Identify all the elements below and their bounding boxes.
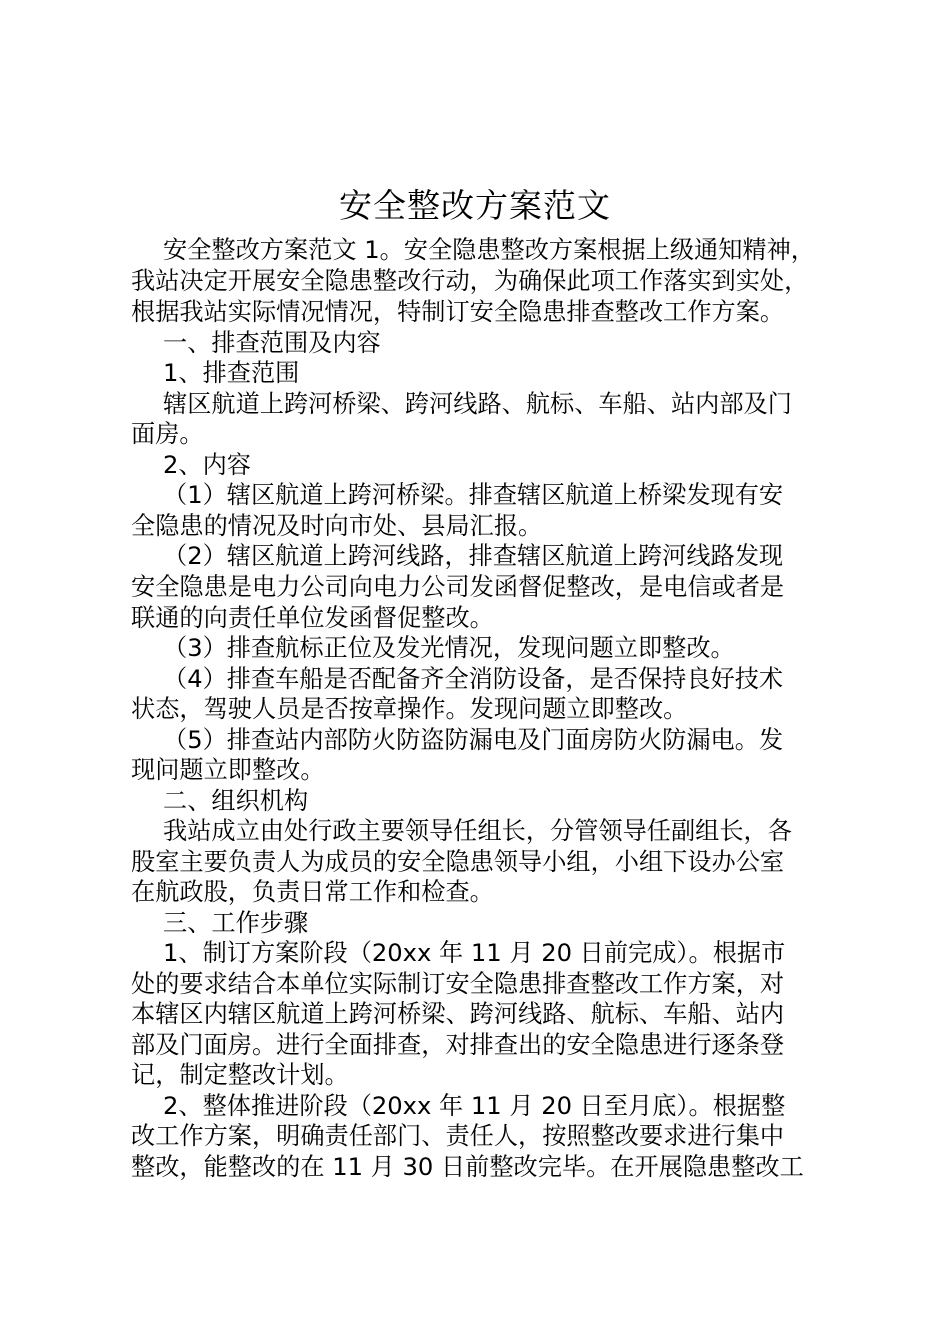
paragraph-line: 我站决定开展安全隐患整改行动，为确保此项工作落实到实处， — [131, 267, 809, 295]
list-item-line: 全隐患的情况及时向市处、县局汇报。 — [131, 512, 543, 540]
section-heading: 三、工作步骤 — [163, 909, 309, 937]
paragraph-line: 部及门面房。进行全面排查，对排查出的安全隐患进行逐条登 — [131, 1031, 785, 1059]
paragraph-line: 根据我站实际情况情况，特制订安全隐患排查整改工作方案。 — [131, 298, 785, 326]
list-item-line: 状态，驾驶人员是否按章操作。发现问题立即整改。 — [131, 695, 688, 723]
paragraph-line: 记，制定整改计划。 — [131, 1061, 349, 1089]
paragraph-line: 2、整体推进阶段（20xx 年 11 月 20 日至月底）。根据整 — [163, 1092, 786, 1120]
list-item-line: （3）排查航标正位及发光情况，发现问题立即整改。 — [163, 634, 735, 662]
paragraph-line: 安全整改方案范文 1。安全隐患整改方案根据上级通知精神， — [163, 236, 815, 264]
list-item-line: 联通的向责任单位发函督促整改。 — [131, 604, 494, 632]
list-item-line: 现问题立即整改。 — [131, 756, 325, 784]
subsection-heading: 1、排查范围 — [163, 359, 300, 387]
paragraph-line: 股室主要负责人为成员的安全隐患领导小组，小组下设办公室 — [131, 848, 785, 876]
list-item-line: 安全隐患是电力公司向电力公司发函督促整改，是电信或者是 — [131, 573, 785, 601]
section-heading: 二、组织机构 — [163, 787, 309, 815]
paragraph-line: 改工作方案，明确责任部门、责任人，按照整改要求进行集中 — [131, 1122, 785, 1150]
subsection-heading: 2、内容 — [163, 451, 251, 479]
list-item-line: （1）辖区航道上跨河桥梁。排查辖区航道上桥梁发现有安 — [163, 481, 784, 509]
paragraph-line: 整改，能整改的在 11 月 30 日前整改完毕。在开展隐患整改工 — [131, 1153, 804, 1181]
list-item-line: （2）辖区航道上跨河线路，排查辖区航道上跨河线路发现 — [163, 542, 784, 570]
paragraph-line: 本辖区内辖区航道上跨河桥梁、跨河线路、航标、车船、站内 — [131, 1000, 785, 1028]
paragraph-line: 我站成立由处行政主要领导任组长，分管领导任副组长，各 — [163, 817, 792, 845]
paragraph-line: 1、制订方案阶段（20xx 年 11 月 20 日前完成）。根据市 — [163, 939, 786, 967]
paragraph-line: 在航政股，负责日常工作和检查。 — [131, 878, 494, 906]
paragraph-line: 辖区航道上跨河桥梁、跨河线路、航标、车船、站内部及门 — [163, 390, 792, 418]
document-title: 安全整改方案范文 — [339, 186, 611, 225]
paragraph-line: 面房。 — [131, 420, 204, 448]
list-item-line: （5）排查站内部防火防盗防漏电及门面房防火防漏电。发 — [163, 726, 784, 754]
list-item-line: （4）排查车船是否配备齐全消防设备，是否保持良好技术 — [163, 665, 784, 693]
paragraph-line: 处的要求结合本单位实际制订安全隐患排查整改工作方案，对 — [131, 970, 785, 998]
section-heading: 一、排查范围及内容 — [163, 329, 381, 357]
